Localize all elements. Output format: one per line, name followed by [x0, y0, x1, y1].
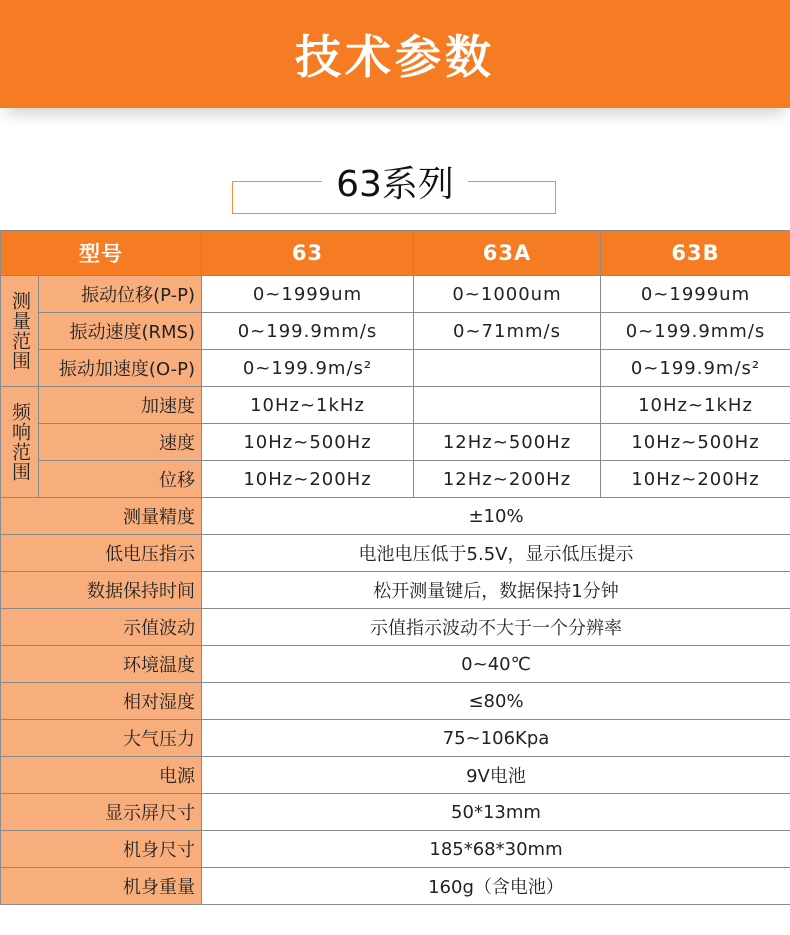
- cell-value: 10Hz~200Hz: [601, 461, 790, 498]
- cell-value: 松开测量键后，数据保持1分钟: [202, 572, 790, 609]
- cell-value: 9V电池: [202, 757, 790, 794]
- table-row: [1, 387, 790, 424]
- page-title: 技术参数: [295, 30, 495, 84]
- table-row: [1, 498, 790, 535]
- cell-value: [414, 387, 601, 424]
- row-label: 数据保持时间: [1, 572, 202, 609]
- measure-range-group: 测量范围: [1, 276, 39, 387]
- table-row: [1, 424, 790, 461]
- table-row: [1, 461, 790, 498]
- cell-value: 160g（含电池）: [202, 868, 790, 905]
- row-label: 振动位移(P-P): [39, 276, 202, 313]
- cell-value: 0~71mm/s: [414, 313, 601, 350]
- cell-value: 0~1999um: [601, 276, 790, 313]
- model-63-header: 63: [202, 231, 414, 276]
- model-63a-header: 63A: [414, 231, 601, 276]
- table-row: [1, 350, 790, 387]
- row-label: 位移: [39, 461, 202, 498]
- row-label: 振动加速度(O-P): [39, 350, 202, 387]
- row-label: 大气压力: [1, 720, 202, 757]
- row-label: 低电压指示: [1, 535, 202, 572]
- cell-value: 0~199.9m/s²: [601, 350, 790, 387]
- header-banner: [0, 0, 790, 108]
- cell-value: ≤80%: [202, 683, 790, 720]
- cell-value: ±10%: [202, 498, 790, 535]
- cell-value: 12Hz~200Hz: [414, 461, 601, 498]
- row-label: 机身重量: [1, 868, 202, 905]
- cell-value: 0~199.9mm/s: [202, 313, 414, 350]
- cell-value: 50*13mm: [202, 794, 790, 831]
- row-label: 环境温度: [1, 646, 202, 683]
- table-header-row: [1, 231, 790, 276]
- table-row: [1, 720, 790, 757]
- table-row: [1, 535, 790, 572]
- table-row: [1, 831, 790, 868]
- cell-value: 示值指示波动不大于一个分辨率: [202, 609, 790, 646]
- cell-value: [414, 350, 601, 387]
- table-row: [1, 794, 790, 831]
- table-row: [1, 609, 790, 646]
- model-header: 型号: [1, 231, 202, 276]
- cell-value: 10Hz~200Hz: [202, 461, 414, 498]
- cell-value: 0~40℃: [202, 646, 790, 683]
- row-label: 显示屏尺寸: [1, 794, 202, 831]
- row-label: 机身尺寸: [1, 831, 202, 868]
- table-row: [1, 683, 790, 720]
- row-label: 相对湿度: [1, 683, 202, 720]
- row-label: 速度: [39, 424, 202, 461]
- freq-range-group: 频响范围: [1, 387, 39, 498]
- cell-value: 10Hz~1kHz: [601, 387, 790, 424]
- cell-value: 0~1000um: [414, 276, 601, 313]
- series-title: 63系列: [322, 163, 468, 207]
- cell-value: 75~106Kpa: [202, 720, 790, 757]
- cell-value: 10Hz~1kHz: [202, 387, 414, 424]
- model-63b-header: 63B: [601, 231, 790, 276]
- cell-value: 电池电压低于5.5V，显示低压提示: [202, 535, 790, 572]
- table-row: [1, 757, 790, 794]
- table-row: [1, 313, 790, 350]
- row-label: 测量精度: [1, 498, 202, 535]
- table-row: [1, 572, 790, 609]
- table-row: [1, 646, 790, 683]
- cell-value: 0~1999um: [202, 276, 414, 313]
- row-label: 示值波动: [1, 609, 202, 646]
- cell-value: 0~199.9m/s²: [202, 350, 414, 387]
- table-row: [1, 276, 790, 313]
- row-label: 振动速度(RMS): [39, 313, 202, 350]
- cell-value: 10Hz~500Hz: [202, 424, 414, 461]
- row-label: 加速度: [39, 387, 202, 424]
- row-label: 电源: [1, 757, 202, 794]
- cell-value: 10Hz~500Hz: [601, 424, 790, 461]
- cell-value: 185*68*30mm: [202, 831, 790, 868]
- spec-table: [0, 230, 790, 905]
- cell-value: 0~199.9mm/s: [601, 313, 790, 350]
- cell-value: 12Hz~500Hz: [414, 424, 601, 461]
- table-row: [1, 868, 790, 905]
